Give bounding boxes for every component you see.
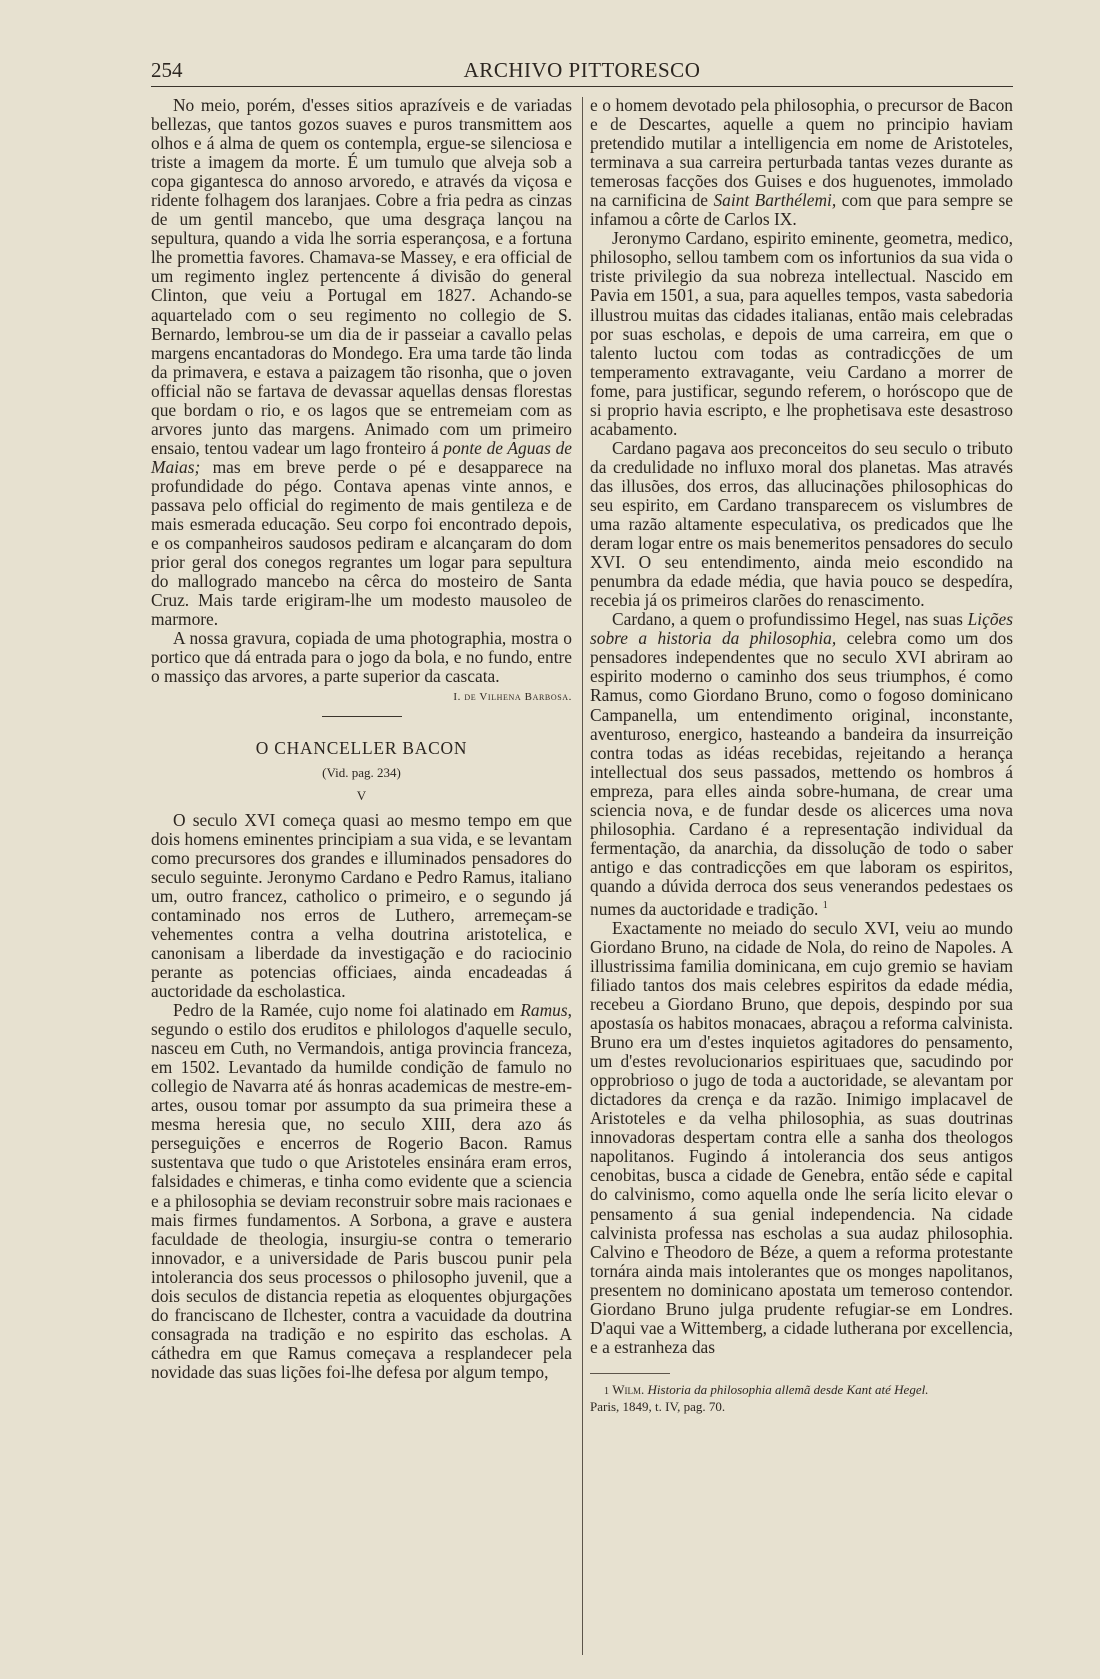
footnote-rule <box>590 1373 670 1374</box>
hegel-text-end: celebra como um dos pensadores independentes que no seculo XVI abriram ao espirito moderno o caminho dos seus triumphos, é como Ramus, como Giordano Bruno, como o fogoso dominicano Campanella, um entendimento original, inconstante, aventuroso, energico, hasteando a bandeira da insurreição contra todas as idéas recebidas, rejeitando a herança intellectual dos seus passados, mettendo os hombros á empreza, para elles ainda sobre-humana, de crear uma sciencia nova, e de fundar desde os alicerces uma nova philosophia. Cardano é a representação individual da fermentação, da anarchia, da dissolução de todo o saber antigo e das contradicções em que laboram os espiritos, quando a dúvida derroca dos seus venerandos pedestaes os numes da auctoridade e tradição. <box>590 628 1013 919</box>
continuation-text: e o homem devotado pela philosophia, o precursor de Bacon e de Descartes, aquelle a quem no principio haviam pretendido mutilar a intelligencia em nome de Aristoteles, terminava a sua carreira perturbada tantas vezes durante as temerosas facções dos Guises e dos huguenotes, immolado na carnificina de <box>590 95 1013 211</box>
page-header <box>151 58 1013 88</box>
engraving-text: A nossa gravura, copiada de uma photographia, mostra o portico que dá entrada para o jogo da bola, e no fundo, entre o massiço das arvores, a parte superior da cascata. <box>151 628 572 687</box>
cardano-paragraph: Jeronymo Cardano, espirito eminente, geometra, medico, philosopho, sellou tambem com os infortunios da sua vida o triste privilegio da sua nobreza intellectual. Nascido em Pavia em 1501, a sua, para aquelles tempos, vasta sabedoria illustrou muitas das cidades italianas, então mais celebradas por suas escholas, e depois de uma carreira, em que o talento luctou com todas as contradicções de um temperamento extravagante, veiu Cardano a morrer de fome, para justificar, segundo referem, o horóscopo que de si proprio havia escripto, e lhe prophetisava este desastroso acabamento. <box>590 228 1013 439</box>
cardano-paragraph-2: Cardano pagava aos preconceitos do seu seculo o tributo da credulidade no influxo moral dos planetas. Mas através das illusões, dos erros, das allucinações philosophicas do seu espirito, em Cardano transparecem os vislumbres de uma razão altamente especulativa, os predicados que lhe deram logar entre os mais benemeritos pensadores do seculo XVI. O seu entendimento, ainda meio escondido na penumbra da edade média, que havia pouco se despedíra, recebia já os primeiros clarões do renascimento. <box>590 437 1013 611</box>
engraving-paragraph <box>151 628 572 704</box>
intro-place-name: ponte de Aguas de Maias; <box>151 437 572 477</box>
footnote-title: Historia da philosophia allemã desde Kant até Hegel. <box>647 1381 929 1397</box>
footnote-author: Wilm. <box>612 1381 645 1397</box>
footnote <box>590 1382 1013 1414</box>
running-title: ARCHIVO PITTORESCO <box>463 58 701 82</box>
article-part-number: V <box>356 787 367 803</box>
section-rule <box>322 716 402 717</box>
footnote-number: 1 <box>604 1385 609 1397</box>
bacon-paragraph: O seculo XVI começa quasi ao mesmo tempo em que dois homens eminentes principiam a sua vida, e se levantam como precursores dos grandes e illuminados pensadores do seculo seguinte. Jeronymo Cardano e Pedro Ramus, italiano um, outro francez, catholico o primeiro, e o segundo já contaminado nos erros de Luthero, arremeçam-se vehementes contra a velha doutrina aristotelica, e canonisam a liberdade da investigação e do raciocinio perante as potencias officiaes, ainda encadeadas á auctoridade da escholastica. <box>151 809 572 1002</box>
intro-text-end: mas em breve perde o pé e desapparece na profundidade do pégo. Contava apenas vinte annos, e passava pelo official do regimento de mais gentileza e de mais esmerada educação. Seu corpo foi encontrado depois, e os companheiros saudosos pediram e alcançaram do dom prior geral dos conegos regrantes um logar para sepultura do mallogrado mancebo na cêrca do mosteiro de Santa Cruz. Mais tarde erigiram-lhe um modesto mausoleo de marmore. <box>151 456 572 630</box>
footnote-imprint: Paris, 1849, t. IV, pag. 70. <box>590 1398 726 1414</box>
ramus-text-start: Pedro de la Ramée, cujo nome foi alatinado em <box>173 1000 521 1021</box>
column-divider <box>582 97 583 1655</box>
bruno-paragraph: Exactamente no meiado do seculo XVI, veiu ao mundo Giordano Bruno, na cidade de Nola, do reino de Napoles. A illustrissima familia dominicana, em cujo gremio se haviam filiado tantos dos mais celebres espiritos da edade média, recebeu a Giordano Bruno, que depois, despindo por sua apostasía os habitos monacaes, abraçou a reforma calvinista. Bruno era um d'estes inquietos agitadores do pensamento, um d'estes revolucionarios espirituaes que, sacudindo por opprobrioso o jugo de toda a auctoridade, se alevantam por dictadores da crença e da razão. Inimigo implacavel de Aristoteles e da velha philosophia, as suas doutrinas innovadoras despertam contra elle a sanha dos theologos napolitanos. Fugindo á intolerancia dos seus antigos cenobitas, busca a cidade de Genebra, então séde e capital do calvinismo, como aquella onde lhe sería licito elevar o pensamento á sua genial independencia. Na cidade calvinista professa nas escholas a sua audaz philosophia. Calvino e Theodoro de Béze, a quem a reforma protestante tornára ainda mais intolerantes que os monges napolitanos, presentem no dominicano apostata um temeroso contendor. Giordano Bruno julga prudente refugiar-se em Londres. D'aqui vae a Wittemberg, a cidade lutherana por excellencia, e a estranheza das <box>590 917 1013 1357</box>
article-reference: (Vid. pag. 234) <box>322 764 401 780</box>
hegel-paragraph <box>590 610 1013 919</box>
left-column <box>151 96 572 1382</box>
author-signature: I. de Vilhena Barbosa. <box>453 691 572 704</box>
right-column <box>590 96 1013 1414</box>
intro-text: No meio, porém, d'esses sitios aprazíveis e de variadas bellezas, que tantos gozos suaves e puros transmittem aos olhos e á alma de quem os contempla, ergue-se silenciosa e triste a imagem da morte. É um tumulo que alveja sob a copa gigantesca do annoso arvoredo, e através da viçosa e ridente folhagem dos laranjaes. Cobre a fria pedra as cinzas de um gentil mancebo, que uma desgraça lançou na sepultura, quando a vida lhe sorria esperançosa, e a fortuna lhe promettia favores. Chamava-se Massey, e era official de um regimento inglez pertencente á divisão do general Clinton, que veiu a Portugal em 1827. Achando-se aquartelado com o seu regimento no collegio de S. Bernardo, lembrou-se um dia de ir passeiar a cavallo pelas margens encantadoras do Mondego. Era uma tarde tão linda da primavera, e estava a paizagem tão risonha, que o joven official não se fartava de devassar aquellas densas florestas que bordam o rio, e os lagos que se entremeiam com as arvores junto das margens. Animado com um primeiro ensaio, tentou vadear um lago fronteiro á <box>151 95 572 458</box>
continuation-text-end: com que para sempre se infamou a côrte de Carlos IX. <box>590 190 1014 230</box>
ramus-paragraph <box>151 1001 572 1382</box>
article-title: O CHANCELLER BACON <box>255 738 468 759</box>
ramus-name: Ramus <box>520 1000 568 1021</box>
ramus-text-end: , segundo o estilo dos eruditos e philologos d'aquelle seculo, nasceu em Cuth, no Vermandois, antiga provincia franceza, em 1502. Levantado da humilde condição de famulo no collegio de Navarra até ás honras academicas de mestre-em-artes, ousou tomar por assumpto da sua primeira these a mesma heresia que, no seculo XIII, dera azo ás perseguições e encerros de Rogerio Bacon. Ramus sustentava que tudo o que Aristoteles ensinára eram erros, falsidades e chimeras, e tinha como evidente que a sciencia e a philosophia se deviam reconstruir sobre mais racionaes e mais firmes fundamentos. A Sorbona, a grave e austera faculdade de theologia, insurgiu-se contra o temerario innovador, e a universidade de Paris buscou punir pela intolerancia dos seus processos o philosopho juvenil, que a dois seculos de distancia repetia as eloquentes objurgações do franciscano de Ilchester, contra a vacuidade da doutrina consagrada na tradição e no espirito das escholas. A cáthedra em que Ramus começava a resplandecer pela novidade das suas lições foi-lhe defesa por algum tempo, <box>151 1000 572 1382</box>
continuation-paragraph <box>590 96 1013 229</box>
header-rule <box>151 86 1013 87</box>
hegel-work-title: Lições sobre a historia da philosophia, <box>590 609 1013 649</box>
hegel-text-start: Cardano, a quem o profundissimo Hegel, nas suas <box>612 609 968 630</box>
intro-paragraph <box>151 96 572 629</box>
footnote-marker: 1 <box>822 899 828 911</box>
saint-barthelemi: Saint Barthélemi, <box>713 190 837 211</box>
page-number: 254 <box>151 58 183 82</box>
